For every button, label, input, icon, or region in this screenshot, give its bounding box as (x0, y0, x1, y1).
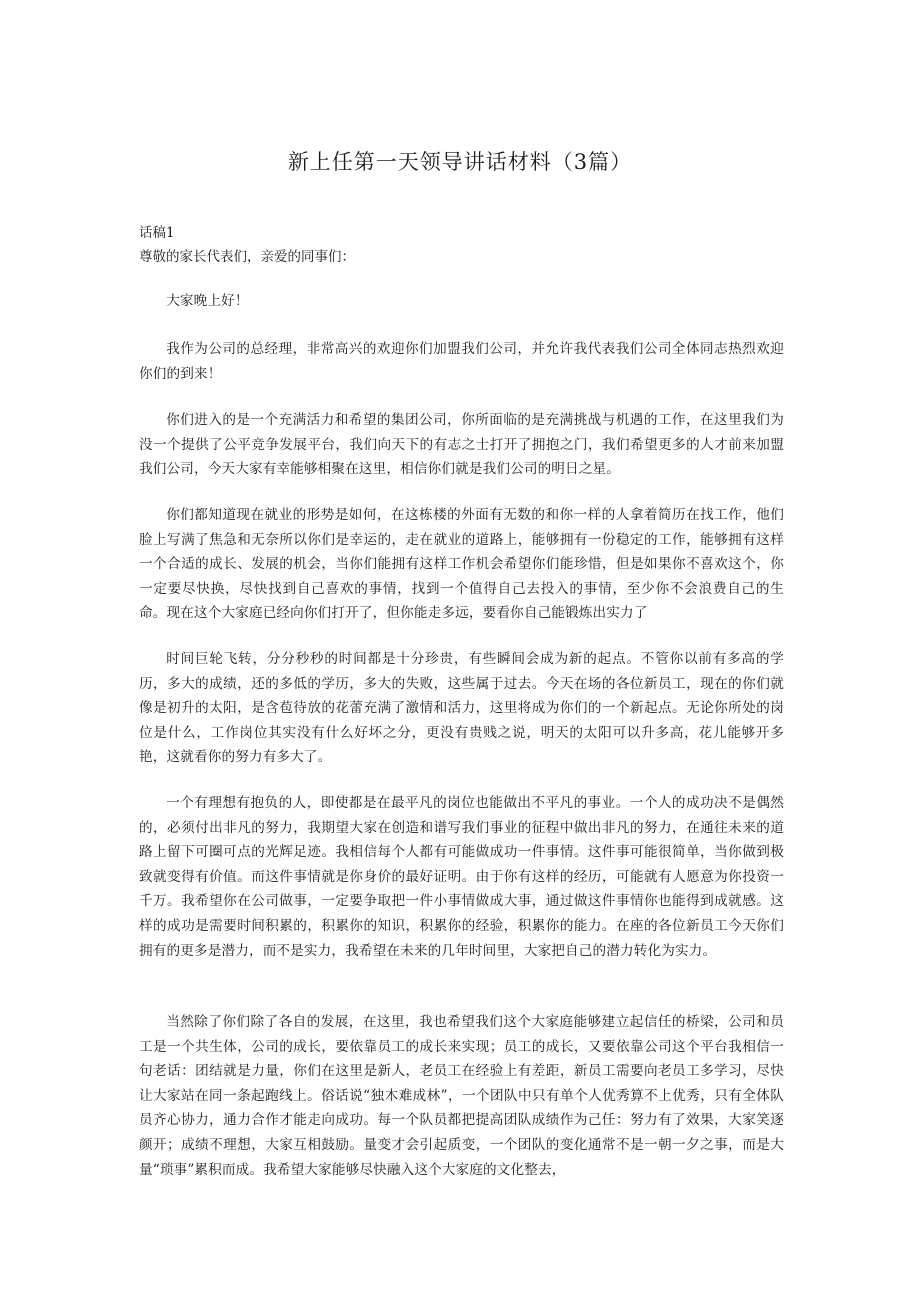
paragraph: 你们进入的是一个充满活力和希望的集团公司，你所面临的是充满挑战与机遇的工作，在这里我们为没一个提供了公平竞争发展平台，我们向天下的有志之士打开了拥抱之门，我们希望更多的人才前来加盟我们公司，今天大家有幸能够相聚在这里，相信你们就是我们公司的明日之星。 (139, 412, 784, 478)
paragraph: 一个有理想有抱负的人，即使都是在最平凡的岗位也能做出不平凡的事业。一个人的成功决不是偶然的，必须付出非凡的努力，我期望大家在创造和谱写我们事业的征程中做出非凡的努力，在通往未来的道路上留下可圈可点的光辉足迹。我相信每个人都有可能做成功一件事情。这件事可能很简单，当你做到极致就变得有价值。而这件事情就是你身价的最好证明。由于你有这样的经历，可能就有人愿意为你投资一千万。我希望你在公司做事，一定要争取把一件小事情做成大事，通过做这件事情你也能得到成就感。这样的成功是需要时间积累的，积累你的知识，积累你的经验，积累你的能力。在座的各位新员工今天你们拥有的更多是潜力，而不是实力，我希望在未来的几年时间里，大家把自己的潜力转化为实力。 (139, 795, 784, 959)
paragraph: 我作为公司的总经理，非常高兴的欢迎你们加盟我们公司，并允许我代表我们公司全体同志热烈欢迎你们的到来！ (139, 341, 784, 382)
salutation: 尊敬的家长代表们，亲爱的同事们： (139, 249, 355, 265)
paragraph-greeting: 大家晚上好！ (166, 293, 249, 309)
section-heading: 话稿1 (139, 225, 175, 241)
paragraph: 你们都知道现在就业的形势是如何，在这栋楼的外面有无数的和你一样的人拿着简历在找工作，他们脸上写满了焦急和无奈所以你们是幸运的，走在就业的道路上，能够拥有一份稳定的工作，能够拥有这样一个合适的成长、发展的机会，当你们能拥有这样工作机会希望你们能珍惜，但是如果你不喜欢这个，你一定要尽快换，尽快找到自己喜欢的事情，找到一个值得自己去投入的事情，至少你不会浪费自己的生命。现在这个大家庭已经向你们打开了，但你能走多远，要看你自己能锻炼出实力了 (139, 507, 784, 622)
paragraph: 时间巨轮飞转，分分秒秒的时间都是十分珍贵，有些瞬间会成为新的起点。不管你以前有多高的学历，多大的成绩，还的多低的学历，多大的失败，这些属于过去。今天在场的各位新员工，现在的你们就像是初升的太阳，是含苞待放的花蕾充满了激情和活力，这里将成为你们的一个新起点。无论你所处的岗位是什么，工作岗位其实没有什么好坏之分，更没有贵贱之说，明天的太阳可以升多高，花儿能够开多艳，这就看你的努力有多大了。 (139, 651, 784, 766)
document-title: 新上任第一天领导讲话材料（3篇） (287, 150, 633, 174)
paragraph: 当然除了你们除了各自的发展，在这里，我也希望我们这个大家庭能够建立起信任的桥梁，公司和员工是一个共生体，公司的成长，要依靠员工的成长来实现；员工的成长，又要依靠公司这个平台我相信一句老话：团结就是力量，你们在这里是新人，老员工在经验上有差距，新员工需要向老员工多学习，尽快让大家站在同一条起跑线上。俗话说“独木难成林”，一个团队中只有单个人优秀算不上优秀，只有全体队员齐心协力，通力合作才能走向成功。每一个队员都把提高团队成绩作为己任：努力有了效果，大家笑逐颜开；成绩不理想，大家互相鼓励。量变才会引起质变，一个团队的变化通常不是一朝一夕之事，而是大量“琐事”累积而成。我希望大家能够尽快融入这个大家庭的文化整去， (139, 1014, 784, 1178)
